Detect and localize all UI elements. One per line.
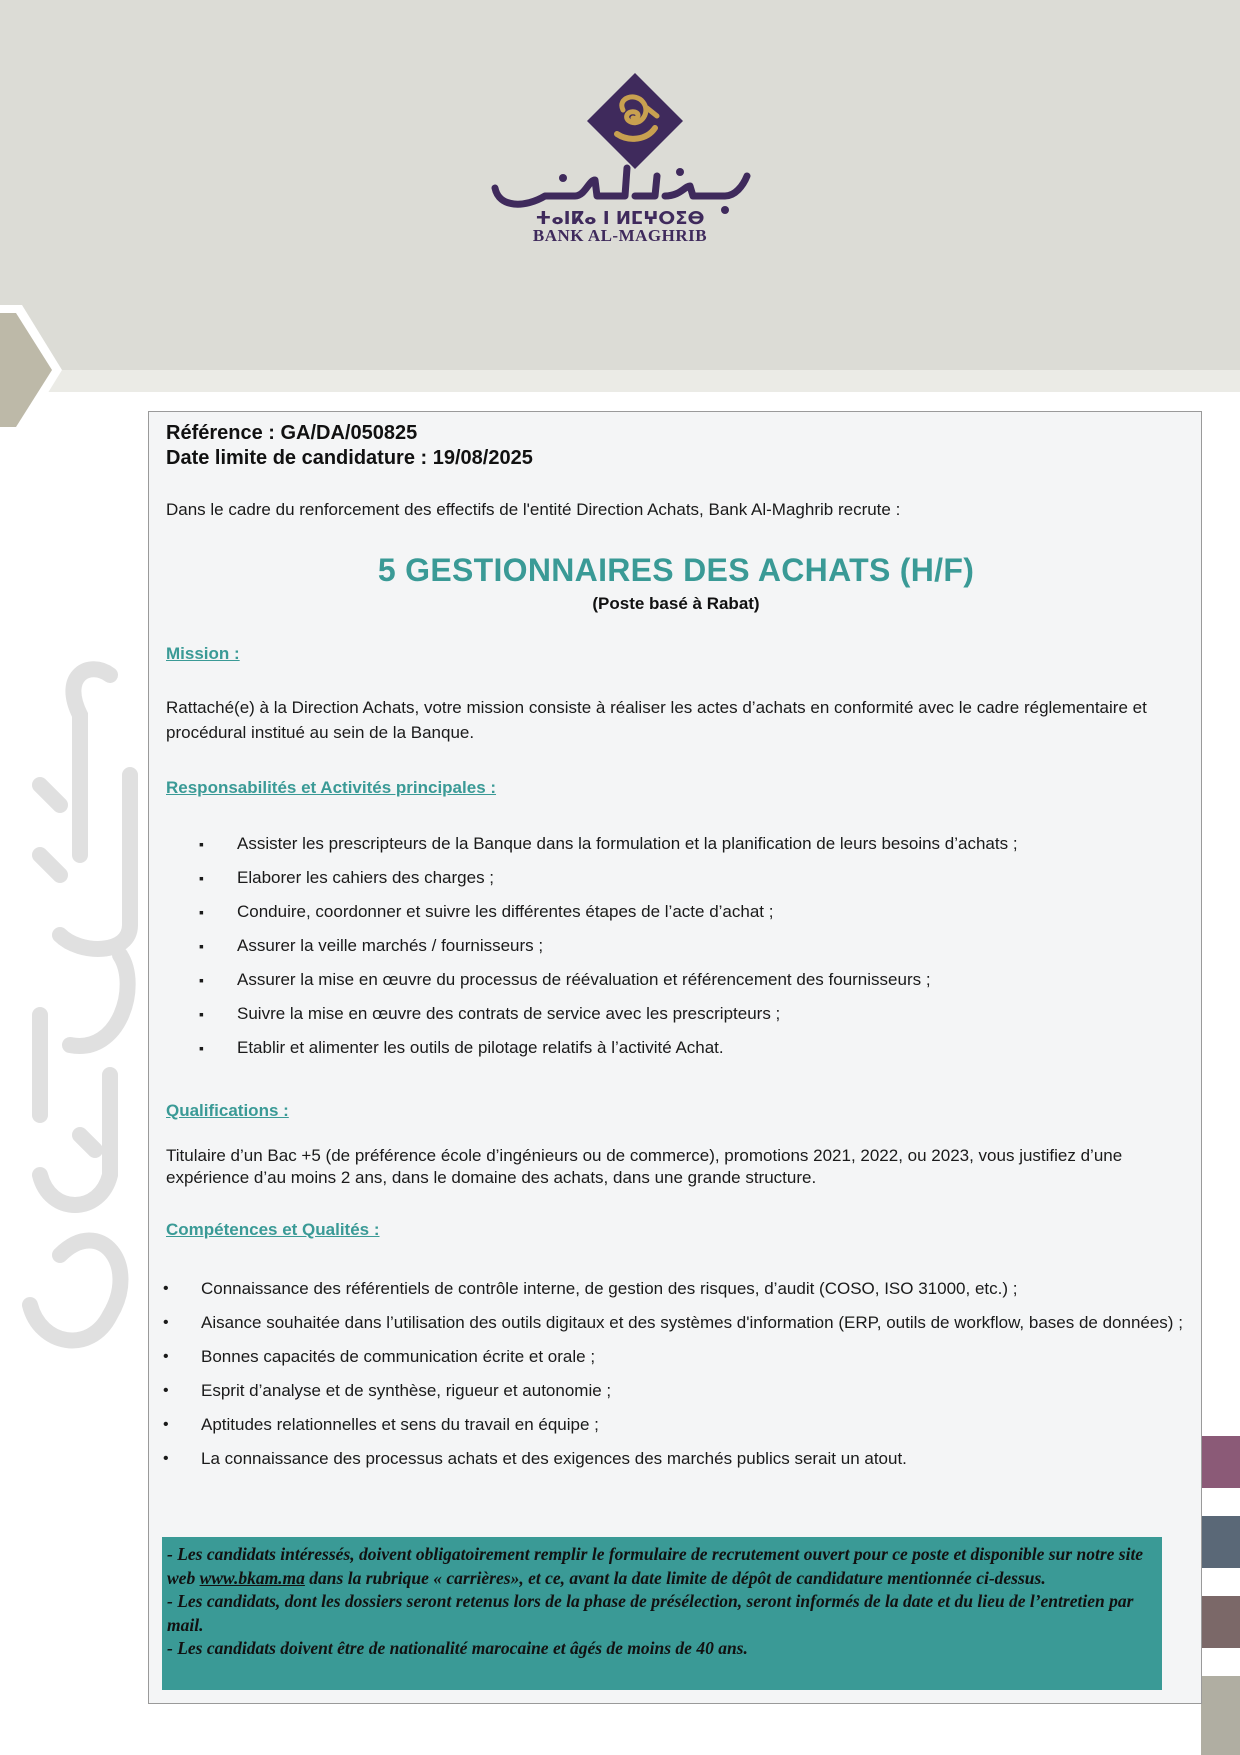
notice-paragraph: - Les candidats intéressés, doivent obligatoirement remplir le formulaire de recrutement ouvert pour ce poste et disponible sur notre site web www.bkam.ma dans la rubrique « carrières», et ce, avant la date limite de dépôt de candidature mentionnée ci-dessus.: [167, 1544, 1144, 1588]
square-bullet-icon: ▪: [199, 938, 204, 954]
bank-logo: [485, 68, 755, 253]
list-item: ▪ Suivre la mise en œuvre des contrats de service avec les prescripteurs ;: [199, 1002, 1159, 1036]
intro-text: Dans le cadre du renforcement des effectifs de l'entité Direction Achats, Bank Al-Maghrib recrute :: [166, 500, 901, 519]
list-item: ▪ Assister les prescripteurs de la Banque dans la formulation et la planification de leurs besoins d’achats ;: [199, 832, 1159, 866]
reference-line: Référence : GA/DA/050825: [166, 422, 418, 444]
list-item: ▪ Conduire, coordonner et suivre les différentes étapes de l’acte d’achat ;: [199, 900, 1159, 934]
square-bullet-icon: ▪: [199, 1006, 204, 1022]
competences-heading: Compétences et Qualités :: [166, 1220, 380, 1239]
job-offer-card: [148, 411, 1202, 1704]
logo-name: BANK AL-MAGHRIB: [532, 226, 708, 245]
list-item: ▪ Assurer la mise en œuvre du processus de réévaluation et référencement des fournisseurs ;: [199, 968, 1159, 1002]
square-bullet-icon: ▪: [199, 836, 204, 852]
list-item: ▪ Elaborer les cahiers des charges ;: [199, 866, 1159, 900]
mission-text: Rattaché(e) à la Direction Achats, votre mission consiste à réaliser les actes d’achats en conformité avec le cadre réglementaire et procédural institué au sein de la Banque.: [166, 698, 1147, 742]
chevron-decoration-icon: [0, 305, 70, 435]
list-item: • Aisance souhaitée dans l’utilisation des outils digitaux et des systèmes d'information (ERP, outils de workflow, bases de données) ;: [163, 1306, 1183, 1340]
square-bullet-icon: ▪: [199, 870, 204, 886]
list-item: • Esprit d’analyse et de synthèse, rigueur et autonomie ;: [163, 1374, 1183, 1408]
responsibilities-heading: Responsabilités et Activités principales :: [166, 778, 497, 797]
color-swatch: [1201, 1436, 1240, 1488]
qualifications-text: Titulaire d’un Bac +5 (de préférence école d’ingénieurs ou de commerce), promotions 2021, 2022, ou 2023, vous justifiez d’une expérience d’au moins 2 ans, dans le domaine des achats, dans une grande structure.: [166, 1146, 1123, 1187]
qualifications-heading: Qualifications :: [166, 1101, 289, 1120]
round-bullet-icon: •: [163, 1280, 169, 1297]
header-band-edge: [0, 370, 1240, 392]
list-item: • Aptitudes relationnelles et sens du travail en équipe ;: [163, 1408, 1183, 1442]
list-item: ▪ Assurer la veille marchés / fournisseurs ;: [199, 934, 1159, 968]
bank-emblem-icon: [485, 68, 755, 228]
round-bullet-icon: •: [163, 1314, 169, 1331]
website-link[interactable]: www.bkam.ma: [199, 1567, 305, 1588]
color-swatch: [1201, 1596, 1240, 1648]
responsibilities-list: [199, 832, 1159, 1070]
notice-paragraph: - Les candidats, dont les dossiers seront retenus lors de la phase de présélection, seront informés de la date et du lieu de l’entretien par mail.: [167, 1591, 1134, 1635]
square-bullet-icon: ▪: [199, 972, 204, 988]
square-bullet-icon: ▪: [199, 904, 204, 920]
job-subtitle: (Poste basé à Rabat): [592, 594, 760, 613]
square-bullet-icon: ▪: [199, 1040, 204, 1056]
list-item: • La connaissance des processus achats et des exigences des marchés publics serait un atout.: [163, 1442, 1183, 1476]
logo-tifinagh: ⵜⴰⵏⴽⴰ ⵏ ⵍⵎⵖⵔⵉⴱ: [535, 208, 705, 228]
competences-list: [163, 1272, 1183, 1476]
round-bullet-icon: •: [163, 1416, 169, 1433]
list-item: • Connaissance des référentiels de contrôle interne, de gestion des risques, d’audit (COSO, ISO 31000, etc.) ;: [163, 1272, 1183, 1306]
deadline-line: Date limite de candidature : 19/08/2025: [166, 447, 533, 469]
application-notice: [162, 1537, 1162, 1690]
job-title: 5 GESTIONNAIRES DES ACHATS (H/F): [377, 552, 975, 588]
color-swatch: [1201, 1676, 1240, 1755]
round-bullet-icon: •: [163, 1348, 169, 1365]
round-bullet-icon: •: [163, 1382, 169, 1399]
notice-paragraph: - Les candidats doivent être de nationalité marocaine et âgés de moins de 40 ans.: [167, 1638, 748, 1658]
calligraphy-watermark-icon: [0, 655, 160, 1375]
round-bullet-icon: •: [163, 1450, 169, 1467]
mission-heading: Mission :: [166, 644, 240, 663]
list-item: ▪ Etablir et alimenter les outils de pilotage relatifs à l’activité Achat.: [199, 1036, 1159, 1070]
color-swatch: [1201, 1516, 1240, 1568]
list-item: • Bonnes capacités de communication écrite et orale ;: [163, 1340, 1183, 1374]
